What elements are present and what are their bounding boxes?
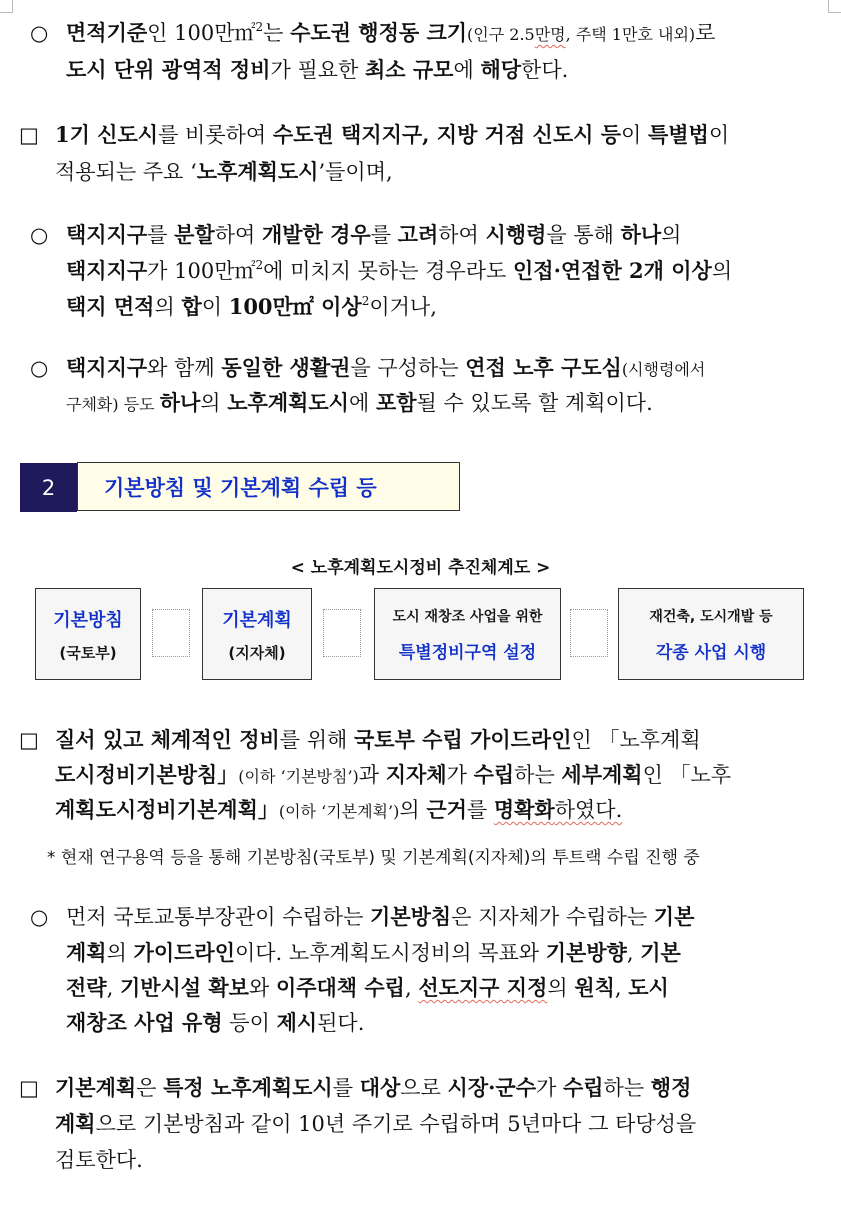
footnote: * 현재 연구용역 등을 통해 기본방침(국토부) 및 기본계획(지자체)의 투트랙 수립 진행 중 [47,848,700,868]
bullet-circle: ○ [30,356,49,380]
flow-box-special-zone: 도시 재창조 사업을 위한 특별정비구역 설정 [374,588,561,680]
text-line: 기본계획은 특정 노후계획도시를 대상으로 시장·군수가 수립하는 행정 [55,1075,692,1100]
text-line: 택지 면적의 합이 100만㎡ 이상$^2$이거나, [66,294,437,319]
flow-box-basic-plan: 기본계획 (지자체) [202,588,312,680]
text-line: 도시 단위 광역적 정비가 필요한 최소 규모에 해당한다. [66,57,569,82]
flow-box-basic-policy: 기본방침 (국토부) [35,588,141,680]
bullet-square: □ [19,123,39,147]
text-line: 먼저 국토교통부장관이 수립하는 기본방침은 지자체가 수립하는 기본 [66,904,695,929]
text-line: 택지지구와 함께 동일한 생활권을 구성하는 연접 노후 구도심(시행령에서 [66,355,706,380]
text-line: 도시정비기본방침」(이하 ‘기본방침’)과 지자체가 수립하는 세부계획인 「노후 [55,762,732,787]
bullet-square: □ [19,728,39,752]
text-line: 질서 있고 체계적인 정비를 위해 국토부 수립 가이드라인인 「노후계획 [55,727,701,752]
text-line: 검토한다. [55,1148,143,1172]
text-line: 계획도시정비기본계획」(이하 ‘기본계획’)의 근거를 명확화하였다. [55,797,623,822]
flow-arrow [152,609,190,657]
bullet-square: □ [19,1076,39,1100]
page-corner-mark-right [828,0,841,13]
bullet-circle: ○ [30,223,49,247]
bullet-circle: ○ [30,905,49,929]
text-line: 면적기준인 100만㎡$^2$는 수도권 행정동 크기(인구 2.5만명, 주택 1만호 내외)로 [66,20,716,45]
text-line: 계획의 가이드라인이다. 노후계획도시정비의 목표와 기본방향, 기본 [66,940,681,965]
section-number: 2 [20,463,77,512]
figure-title: < 노후계획도시정비 추진체계도 > [290,558,551,578]
flow-arrow [570,609,608,657]
text-line: 1기 신도시를 비롯하여 수도권 택지지구, 지방 거점 신도시 등이 특별법이 [55,122,730,147]
page-corner-mark-left [0,0,13,13]
text-line: 적용되는 주요 ‘노후계획도시’들이며, [55,159,393,184]
text-line: 구체화) 등도 하나의 노후계획도시에 포함될 수 있도록 할 계획이다. [66,390,653,415]
text-line: 재창조 사업 유형 등이 제시된다. [66,1010,365,1035]
flow-arrow [323,609,361,657]
section-title: 기본방침 및 기본계획 수립 등 [77,462,460,511]
text-line: 택지지구가 100만㎡$^2$에 미치지 못하는 경우라도 인접·연접한 2개 이상의 [66,258,733,283]
flow-box-projects: 재건축, 도시개발 등 각종 사업 시행 [618,588,804,680]
text-line: 전략, 기반시설 확보와 이주대책 수립, 선도지구 지정의 원칙, 도시 [66,975,669,1000]
text-line: 계획으로 기본방침과 같이 10년 주기로 수립하며 5년마다 그 타당성을 [55,1111,697,1136]
text-line: 택지지구를 분할하여 개발한 경우를 고려하여 시행령을 통해 하나의 [66,222,682,247]
bullet-circle: ○ [30,21,49,45]
